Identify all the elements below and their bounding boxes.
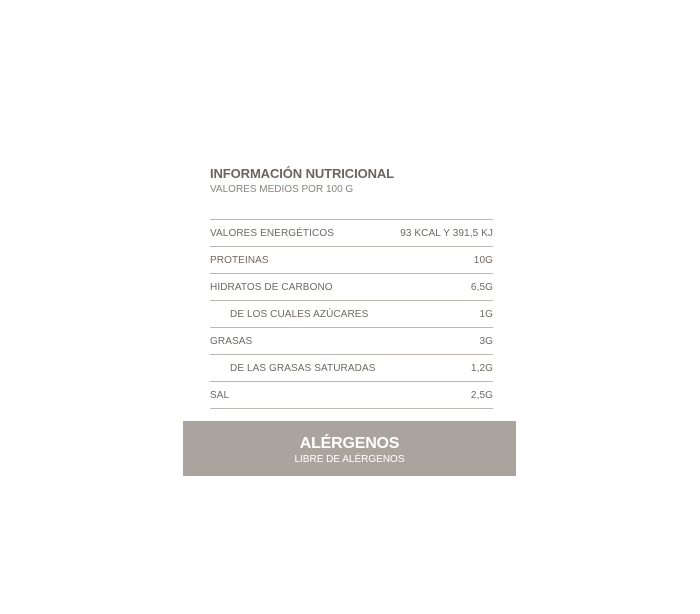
- nutrition-table: [210, 219, 493, 409]
- nutrition-row-label: PROTEINAS: [210, 254, 269, 266]
- nutrition-row-label: GRASAS: [210, 335, 253, 347]
- nutrition-row-value: 6,5G: [470, 281, 493, 293]
- nutrition-row-sugars: [210, 301, 493, 328]
- nutrition-row-label: VALORES ENERGÉTICOS: [210, 227, 334, 239]
- nutrition-row-value: 1,2G: [470, 362, 493, 374]
- nutrition-row-energy: [210, 220, 493, 247]
- nutrition-panel: [210, 166, 493, 409]
- nutrition-title: INFORMACIÓN NUTRICIONAL: [210, 166, 395, 181]
- allergens-heading: ALÉRGENOS: [299, 435, 400, 452]
- nutrition-row-label: DE LOS CUALES AZÚCARES: [230, 308, 369, 320]
- allergens-banner: [183, 421, 516, 476]
- nutrition-row-value: 3G: [479, 335, 493, 347]
- nutrition-row-value: 10G: [473, 254, 493, 266]
- nutrition-row-salt: [210, 382, 493, 409]
- nutrition-row-carbohydrates: [210, 274, 493, 301]
- nutrition-row-label: SAL: [210, 389, 230, 401]
- allergens-note: LIBRE DE ALÉRGENOS: [294, 454, 405, 465]
- nutrition-row-protein: [210, 247, 493, 274]
- nutrition-row-value: 93 KCAL Y 391,5 KJ: [400, 227, 493, 239]
- nutrition-subtitle: VALORES MEDIOS POR 100 G: [210, 184, 354, 195]
- nutrition-row-label: DE LAS GRASAS SATURADAS: [230, 362, 376, 374]
- nutrition-row-saturated-fat: [210, 355, 493, 382]
- nutrition-row-fat: [210, 328, 493, 355]
- nutrition-row-value: 1G: [479, 308, 493, 320]
- nutrition-row-label: HIDRATOS DE CARBONO: [210, 281, 333, 293]
- nutrition-row-value: 2,5G: [470, 389, 493, 401]
